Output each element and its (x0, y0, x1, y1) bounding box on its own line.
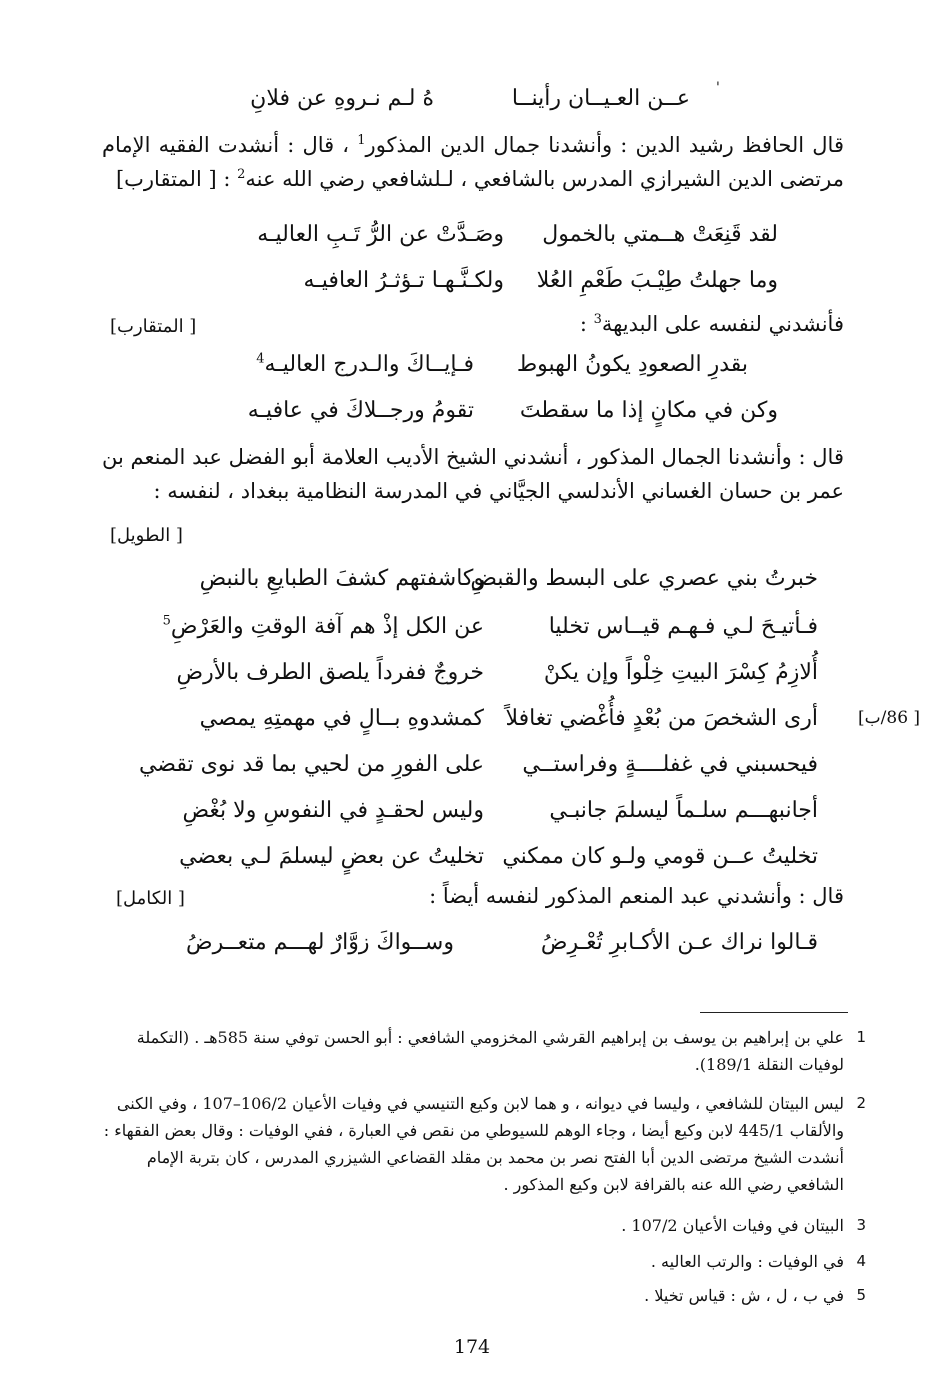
paragraph-1 (102, 128, 844, 196)
apostrophe-mark: ' (716, 80, 720, 96)
poem-3-line-6-left: وليس لحقـدٍ في النفوسِ ولا بُغْضِ (182, 798, 484, 823)
footnote-divider (700, 1012, 848, 1013)
footnote-2 (102, 1090, 866, 1198)
page-number: 174 (453, 1336, 491, 1358)
footnote-ref-2: 2 (237, 167, 246, 182)
paragraph-3: قال : وأنشدنا الجمال المذكور ، أنشدني الشيخ الأديب العلامة أبو الفضل عبد المنعم بن عمر بن حسان الغساني الأندلسي الجيَّاني في المدرسة النظامية ببغداد ، لنفسه : (102, 445, 844, 503)
footnote-4-text: في الوفيات : والرتب العاليه . (650, 1252, 844, 1271)
poem-3-line-1-right: خبرتُ بني عصري على البسط والقبضِ (470, 566, 818, 591)
footnote-ref-5: 5 (162, 613, 171, 629)
footnote-1 (102, 1024, 866, 1078)
poem-3-line-3-right: أُلازِمُ كِسْرَ البيتِ خِلْواً وإن يكنْ (543, 660, 818, 685)
poem-2-line-1-left-text: فـإيــاكَ والـدرج العاليـه (264, 352, 474, 377)
footnote-5 (102, 1282, 866, 1309)
footnote-ref-1: 1 (357, 133, 366, 148)
footnote-5-text: في ب ، ل ، ش : قياس تخيلا . (644, 1286, 844, 1305)
poem-1-line-2-right: وما جهلتُ طِيْـبَ طَعْمِ العُلا (536, 268, 778, 293)
poem-1-line-1-left: وصَـدَّتْ عن الرُّ تَـبِ العاليـه (257, 222, 504, 247)
paragraph-1-meter: : [ المتقارب] (115, 167, 238, 191)
footnote-ref-4: 4 (256, 351, 265, 367)
header-verse-right: عــن العـيــان رأينــا (511, 86, 690, 111)
paragraph-2-text: فأنشدني لنفسه على البديهة (601, 312, 844, 336)
paragraph-2-meter: [ المتقارب] (110, 316, 197, 337)
poem-2-line-2-left: تقومُ ورجــلاكَ في عافيـه (247, 398, 474, 423)
poem-3-line-4-left: كمشدوهِ بــالٍ في مهمتِهِ يمصي (199, 706, 484, 731)
paragraph-3-meter: [ الطويل] (110, 525, 183, 546)
footnote-2-text: ليس البيتان للشافعي ، وليسا في ديوانه ، و هما لابن وكيع التنيسي في وفيات الأعيان 106/2–107 ، وفي الكنى والألقاب 445/1 لابن وكيع أيضا ، وجاء الوهم للسيوطي من نقص في العبارة ، ففي الوفيات : وقال بعض الفقهاء : أنشدت الشيخ مرتضى الدين أبا الفتح نصر بن محمد بن مقلد القضاعي الشيزري المدرس ، كان بتربة الإمام الشافعي رضي الله عنه بالقرافة لابن وكيع المذكور . (103, 1094, 844, 1194)
poem-3-line-4-right: أرى الشخصَ من بُعْدٍ فأُغْضي تغافلاً (505, 706, 818, 731)
footnote-1-number: 1 (856, 1028, 866, 1046)
paragraph-1-text-a: قال الحافظ رشيد الدين : وأنشدنا جمال الدين المذكور (365, 133, 844, 157)
poem-3-line-6-right: أجانبهـــم سلـماً ليسلمَ جانبـي (549, 798, 818, 823)
footnote-4 (102, 1248, 866, 1275)
poem-3-line-2-left (163, 614, 484, 639)
poem-3-line-1-left: وكاشفتهم كشفَ الطبايعِ بالنبضِ (199, 566, 484, 591)
paragraph-1-text-b: ، قال : أنشدت الفقيه الإمام مرتضى الدين الشيرازي المدرس بالشافعي ، لـلشافعي رضي الله عنه (102, 133, 844, 191)
poem-2-line-2-right: وكن في مكانٍ إذا ما سقطتَ (519, 398, 778, 423)
poem-2-line-1-right: بقدرِ الصعودِ يكونُ الهبوط (516, 352, 748, 377)
poem-3-line-2-left-text: عن الكل إذْ هم آفة الوقتِ والعَرْضِ (170, 614, 484, 639)
poem-4-line-1-right: قـالوا نراك عـن الأكـابرِ تُعْـرِضُ (540, 930, 818, 955)
manuscript-folio-marker: [ 86/ب] (858, 708, 921, 728)
poem-2-line-1-left (256, 352, 474, 377)
footnote-3-text: البيتان في وفيات الأعيان 107/2 . (621, 1216, 844, 1235)
poem-3-line-5-right: فيحسبني في غفلــــةٍ وفراستــي (522, 752, 818, 777)
footnote-ref-3: 3 (593, 312, 602, 327)
footnote-4-number: 4 (856, 1252, 866, 1270)
poem-4-line-1-left: وســواكَ زوَّارٌ لهـــم متعــرضُ (185, 930, 454, 955)
poem-3-line-7-right: تخليتُ عــن قومي ولـو كان ممكني (502, 844, 818, 869)
footnote-1-text: علي بن إبراهيم بن يوسف بن إبراهيم القرشي المخزومي الشافعي : أبو الحسن توفي سنة 585هـ . (التكملة لوفيات النقلة 189/1). (136, 1028, 844, 1074)
paragraph-2: فأنشدني لنفسه على البديهة$^3$ : (579, 312, 844, 336)
poem-1-line-1-right: لقد قَنِعَتْ هــمتي بالخمول (542, 222, 778, 247)
poem-3-line-7-left: تخليتُ عن بعضٍ ليسلمَ لـي بعضي (179, 844, 484, 869)
footnote-2-number: 2 (856, 1094, 866, 1112)
paragraph-4-meter: [ الكامل] (116, 888, 185, 909)
poem-3-line-3-left: خروجٌ ففرداً يلصق الطرف بالأرضِ (176, 660, 484, 685)
footnote-3 (102, 1212, 866, 1239)
paragraph-4: قال : وأنشدني عبد المنعم المذكور لنفسه أيضاً : (429, 884, 844, 908)
poem-3-line-2-right: فـأتيـحَ لـي فـهـم قيــاس تخليا (548, 614, 818, 639)
footnote-5-number: 5 (856, 1286, 866, 1304)
poem-1-line-2-left: ولكـنَّـهـا تـؤثـرُ العافيـه (303, 268, 504, 293)
footnote-3-number: 3 (856, 1216, 866, 1234)
poem-3-line-5-left: على الفورِ من لحيي بما قد نوى تقضي (138, 752, 484, 777)
header-verse-left: هُ لـم نـروهِ عن فلانِ (250, 86, 434, 111)
